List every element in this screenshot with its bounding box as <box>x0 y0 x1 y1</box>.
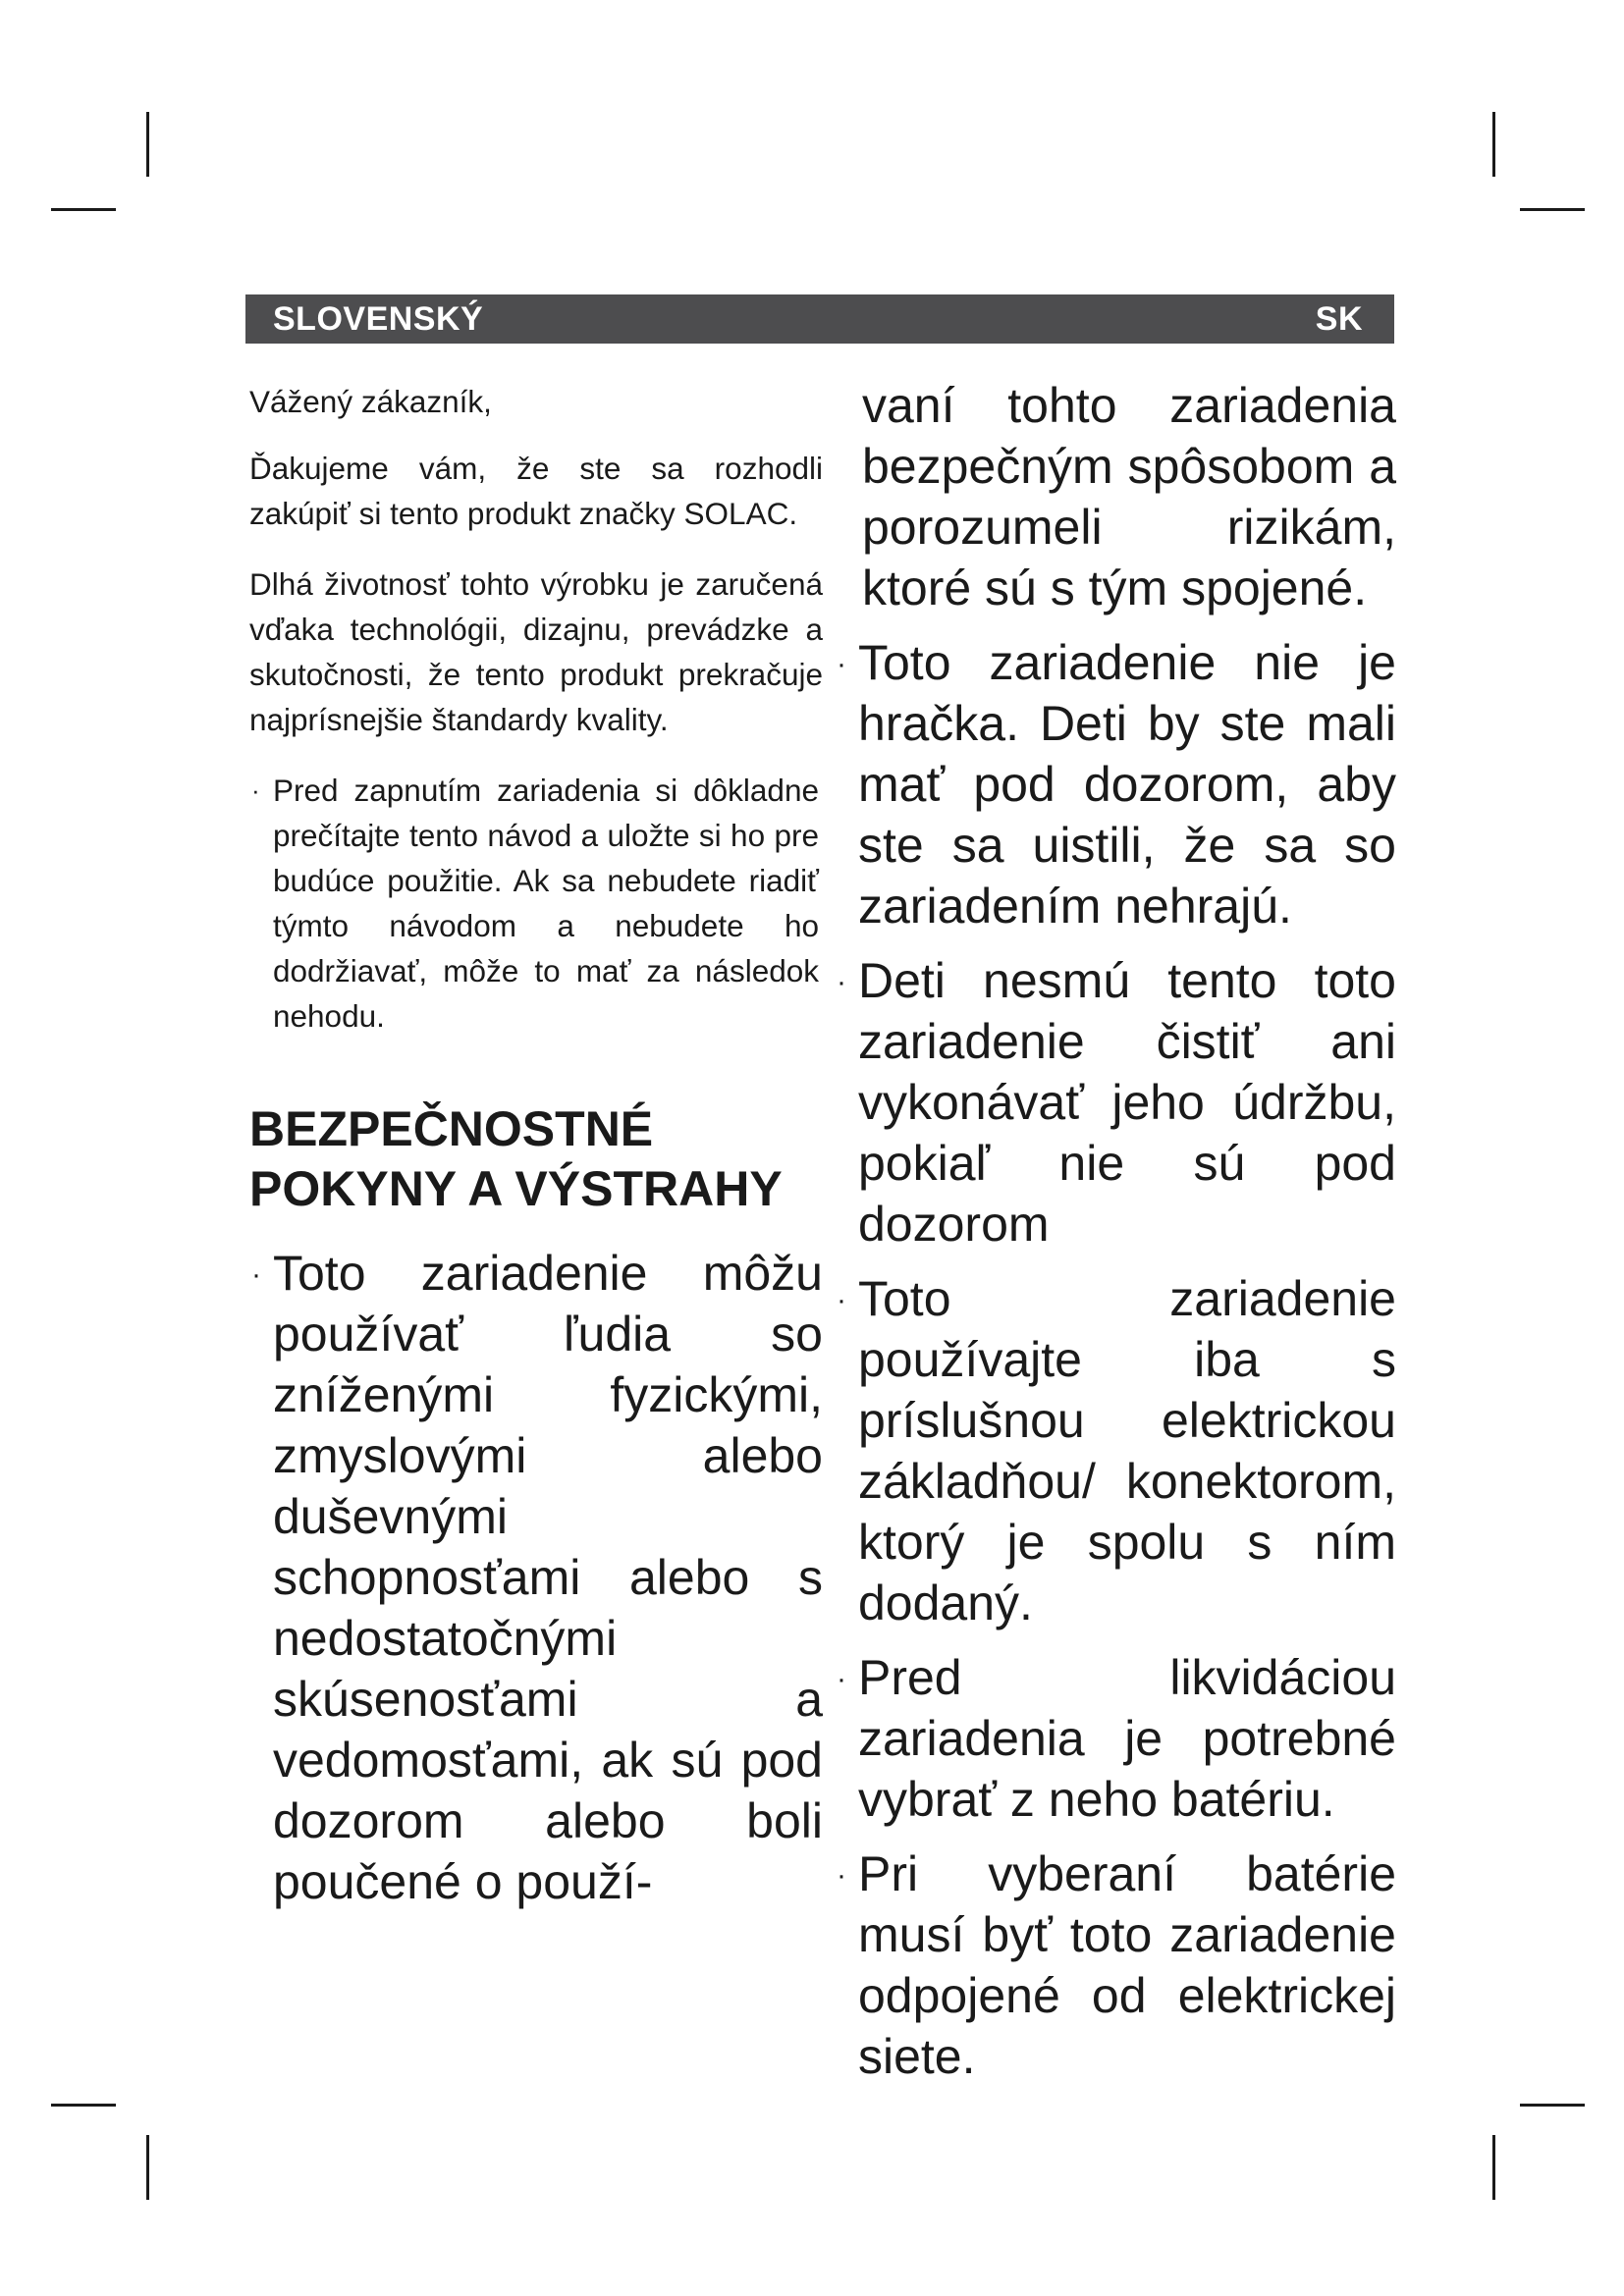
safety-item-1 <box>249 1243 823 1912</box>
bullet-dot: · <box>837 1859 846 1892</box>
bullet-dot: · <box>837 1663 846 1695</box>
safety-item-1-text: Toto zariadenie môžu používať ľudia so zníženými fyzickými, zmyslovými alebo duševnými schopnosťami alebo s nedostatočnými skúsenosťami a vedomosťami, ak sú pod dozorom alebo boli poučené o použí- <box>273 1246 823 1909</box>
greeting: Vážený zákazník, <box>249 384 492 419</box>
safety-item-5-text: Pred likvidáciou zariadenia je potrebné vybrať z neho batériu. <box>858 1650 1396 1827</box>
bullet-dot: · <box>837 1284 846 1316</box>
crop-mark-bottom-right-vertical <box>1492 2135 1495 2200</box>
bullet-dot: · <box>251 775 260 805</box>
safety-item-2-text: Toto zariadenie nie je hračka. Deti by ste mali mať pod dozorom, aby ste sa uistili, že sa so zariadením nehrajú. <box>858 635 1396 934</box>
safety-item-1-continuation: vaní tohto zariadenia bezpečným spôsobom a porozumeli rizikám, ktoré sú s tým spojené. <box>862 378 1396 615</box>
safety-item-3-text: Deti nesmú tento toto zariadenie čistiť ani vykonávať jeho údržbu, pokiaľ nie sú pod dozorom <box>858 953 1396 1252</box>
bullet-dot: · <box>837 648 846 680</box>
crop-mark-top-right-horizontal <box>1520 208 1585 211</box>
language-code: SK <box>1315 299 1363 338</box>
safety-heading: BEZPEČNOSTNÉ POKYNY A VÝSTRAHY <box>249 1101 783 1216</box>
safety-item-2 <box>835 632 1396 936</box>
safety-item-4-text: Toto zariadenie používajte iba s príslušnou elektrickou základňou/ konektorom, ktorý je spolu s ním dodaný. <box>858 1271 1396 1630</box>
crop-mark-bottom-left-vertical <box>146 2135 149 2200</box>
language-name: SLOVENSKÝ <box>273 299 484 338</box>
bullet-dot: · <box>837 966 846 998</box>
manual-bullet-text: Pred zapnutím zariadenia si dôkladne prečítajte tento návod a uložte si ho pre budúce použitie. Ak sa nebudete riadiť týmto návodom a nebudete ho dodržiavať, môže to mať za následok nehodu. <box>273 773 819 1034</box>
crop-mark-top-left-vertical <box>146 112 149 177</box>
right-column <box>835 375 1396 2101</box>
crop-mark-top-right-vertical <box>1492 112 1495 177</box>
safety-item-6 <box>835 1843 1396 2087</box>
thanks-paragraph: Ďakujeme vám, že ste sa rozhodli zakúpiť si tento produkt značky SOLAC. <box>249 451 823 531</box>
safety-item-3 <box>835 950 1396 1255</box>
safety-item-6-text: Pri vyberaní batérie musí byť toto zariadenie odpojené od elektrickej siete. <box>858 1846 1396 2084</box>
crop-mark-bottom-right-horizontal <box>1520 2104 1585 2107</box>
crop-mark-bottom-left-horizontal <box>51 2104 116 2107</box>
language-header-bar <box>245 294 1394 344</box>
durability-paragraph: Dlhá životnosť tohto výrobku je zaručená vďaka technológii, dizajnu, prevádzke a skutočnosti, že tento produkt prekračuje najprísnejšie štandardy kvality. <box>249 566 823 737</box>
manual-bullet <box>249 768 819 1039</box>
safety-item-4 <box>835 1268 1396 1633</box>
crop-mark-top-left-horizontal <box>51 208 116 211</box>
bullet-dot: · <box>251 1258 261 1291</box>
left-column <box>249 379 823 1912</box>
safety-item-5 <box>835 1647 1396 1830</box>
